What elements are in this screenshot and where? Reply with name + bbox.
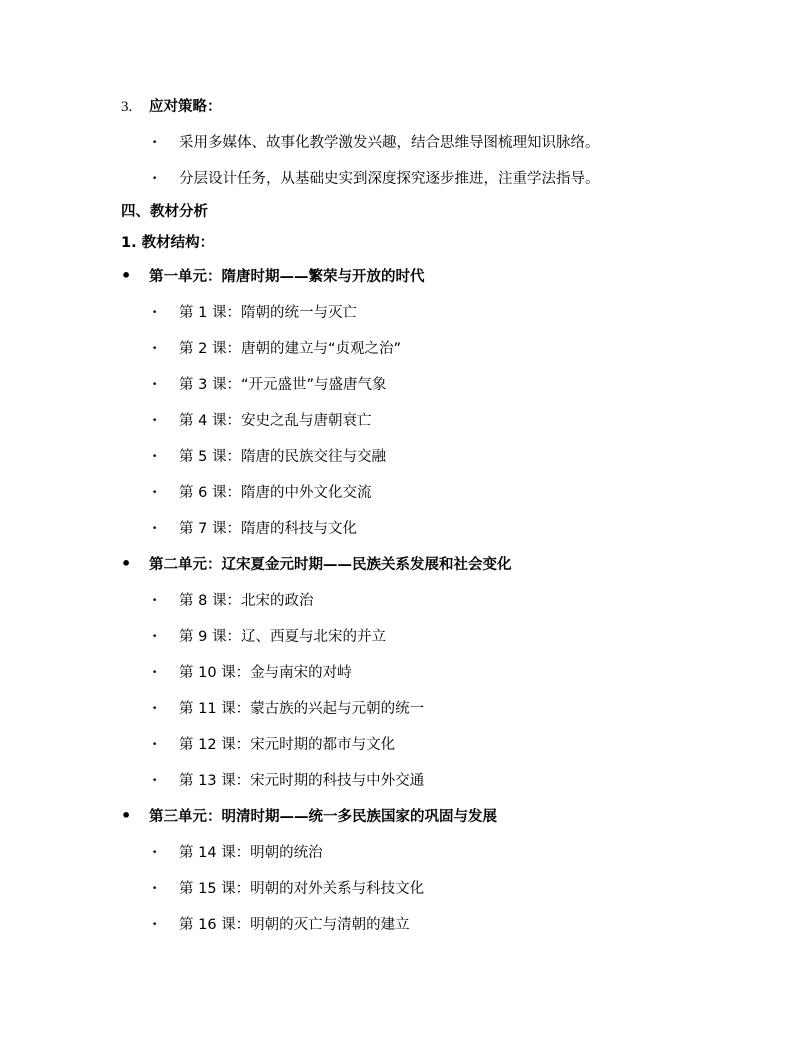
bullet-marker: • — [152, 884, 158, 894]
lesson-item: 第 1 课：隋朝的统一与灭亡 — [179, 305, 357, 321]
lesson-item: 第 13 课：宋元时期的科技与中外交通 — [179, 773, 425, 789]
bullet-marker: • — [152, 308, 158, 318]
bullet-marker: • — [152, 920, 158, 930]
unit-title: 第三单元：明清时期——统一多民族国家的巩固与发展 — [149, 809, 497, 825]
unit-bullet-marker: • — [121, 554, 132, 573]
bullet-marker: • — [152, 668, 158, 678]
strategy-item: 分层设计任务，从基础史实到深度探究逐步推进，注重学法指导。 — [179, 171, 600, 187]
unit-bullet-marker: • — [121, 806, 132, 825]
bullet-marker: • — [152, 704, 158, 714]
lesson-item: 第 10 课：金与南宋的对峙 — [179, 665, 352, 681]
lesson-item: 第 7 课：隋唐的科技与文化 — [179, 521, 357, 537]
lesson-item: 第 14 课：明朝的统治 — [179, 845, 323, 861]
bullet-marker: • — [152, 848, 158, 858]
unit-title: 第一单元：隋唐时期——繁荣与开放的时代 — [149, 269, 425, 285]
bullet-marker: • — [152, 452, 158, 462]
lesson-item: 第 2 课：唐朝的建立与“贞观之治” — [179, 341, 401, 357]
bullet-marker: • — [152, 416, 158, 426]
section-subtitle: 1. 教材结构： — [121, 235, 215, 251]
bullet-marker: • — [152, 740, 158, 750]
bullet-marker: • — [152, 596, 158, 606]
section-title: 四、教材分析 — [121, 204, 208, 220]
bullet-marker: • — [152, 488, 158, 498]
lesson-item: 第 3 课：“开元盛世”与盛唐气象 — [179, 377, 387, 393]
bullet-marker: • — [152, 174, 158, 184]
strategy-heading: 应对策略： — [149, 99, 222, 115]
strategy-number: 3. — [121, 99, 133, 115]
strategy-item: 采用多媒体、故事化教学激发兴趣，结合思维导图梳理知识脉络。 — [179, 135, 600, 151]
lesson-item: 第 9 课：辽、西夏与北宋的并立 — [179, 629, 386, 645]
lesson-item: 第 4 课：安史之乱与唐朝衰亡 — [179, 413, 372, 429]
bullet-marker: • — [152, 380, 158, 390]
bullet-marker: • — [152, 138, 158, 148]
lesson-item: 第 8 课：北宋的政治 — [179, 593, 314, 609]
lesson-item: 第 5 课：隋唐的民族交往与交融 — [179, 449, 386, 465]
lesson-item: 第 11 课：蒙古族的兴起与元朝的统一 — [179, 701, 425, 717]
lesson-item: 第 6 课：隋唐的中外文化交流 — [179, 485, 372, 501]
lesson-item: 第 16 课：明朝的灭亡与清朝的建立 — [179, 917, 410, 933]
bullet-marker: • — [152, 776, 158, 786]
bullet-marker: • — [152, 344, 158, 354]
unit-bullet-marker: • — [121, 266, 132, 285]
bullet-marker: • — [152, 632, 158, 642]
unit-title: 第二单元：辽宋夏金元时期——民族关系发展和社会变化 — [149, 557, 512, 573]
lesson-item: 第 15 课：明朝的对外关系与科技文化 — [179, 881, 425, 897]
lesson-item: 第 12 课：宋元时期的都市与文化 — [179, 737, 396, 753]
bullet-marker: • — [152, 524, 158, 534]
